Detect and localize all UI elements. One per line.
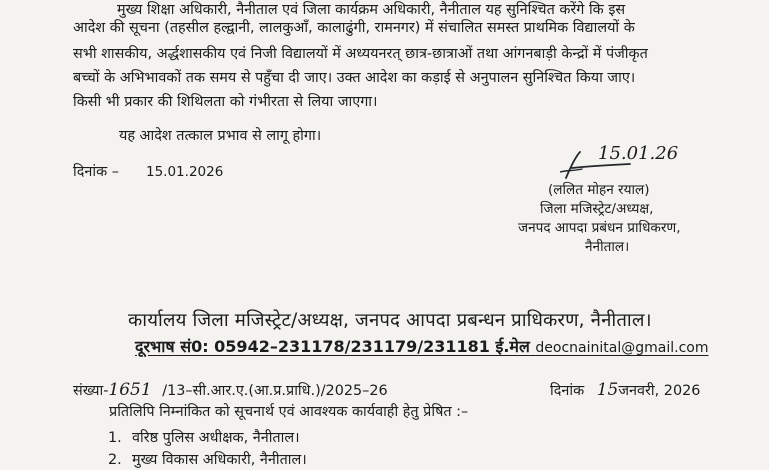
signatory-designation-1: जिला मजिस्ट्रेट/अध्यक्ष,: [540, 201, 654, 217]
copy-line: प्रतिलिपि निम्नांकित को सूचनार्थ एवं आवश्यक कार्यवाही हेतु प्रेषित :–: [109, 404, 469, 420]
signatory-designation-2: जनपद आपदा प्रबंधन प्राधिकरण,: [518, 220, 681, 236]
body-line-1: मुख्य शिक्षा अधिकारी, नैनीताल एवं जिला कार्यक्रम अधिकारी, नैनीताल यह सुनिश्चित करेंगे कि इस: [117, 2, 626, 18]
recipient-item-1: [108, 428, 300, 448]
contact-email: deocnainital@gmail.com: [535, 340, 709, 356]
reference-handwritten-number: 1651: [108, 380, 152, 400]
body-line-4: बच्चों के अभिभावकों तक समय से पहुँचा दी जाए। उक्त आदेश का कड़ाई से अनुपालन सुनिश्चित किया जाए।: [73, 70, 636, 86]
signature-handwritten-date: 15.01.26: [598, 143, 679, 164]
reference-date-rest: जनवरी, 2026: [618, 383, 701, 399]
date-label: दिनांक –: [73, 164, 119, 180]
recipient-item-2: [108, 450, 307, 470]
contact-line: [135, 336, 708, 359]
reference-suffix: /13–सी.आर.ए.(आ.प्र.प्राधि.)/2025–26: [162, 383, 388, 399]
body-line-2: आदेश की सूचना (तहसील हल्द्वानी, लालकुआँ, कालाढुंगी, रामनगर) में संचालित समस्त प्राथमिक विद्यालयों के: [73, 20, 635, 36]
recipient-number: 2.: [108, 452, 122, 468]
recipient-number: 1.: [108, 430, 122, 446]
reference-line: [73, 380, 388, 401]
effect-line: यह आदेश तत्काल प्रभाव से लागू होगा।: [119, 128, 322, 144]
body-line-5: किसी भी प्रकार की शिथिलता को गंभीरता से लिया जाएगा।: [73, 94, 378, 110]
reference-date: [550, 380, 700, 401]
recipient-text: मुख्य विकास अधिकारी, नैनीताल।: [132, 452, 307, 468]
date-value: 15.01.2026: [146, 164, 224, 180]
office-title: कार्यालय जिला मजिस्ट्रेट/अध्यक्ष, जनपद आपदा प्रबन्धन प्राधिकरण, नैनीताल।: [128, 310, 652, 331]
body-line-3: सभी शासकीय, अर्द्धशासकीय एवं निजी विद्यालयों में अध्ययनरत् छात्र-छात्राओं तथा आंगनबाड़ी केन्द्रों में पंजीकृत: [73, 46, 648, 62]
recipient-text: वरिष्ठ पुलिस अधीक्षक, नैनीताल।: [132, 430, 300, 446]
signatory-name: (ललित मोहन रयाल): [548, 182, 650, 198]
reference-date-label: दिनांक: [550, 383, 585, 399]
contact-phone: दूरभाष सं0: 05942–231178/231179/231181 ई.मेल: [135, 337, 530, 356]
reference-handwritten-day: 15: [596, 380, 619, 400]
reference-label: संख्या-: [73, 383, 109, 399]
signatory-place: नैनीताल।: [585, 239, 630, 255]
